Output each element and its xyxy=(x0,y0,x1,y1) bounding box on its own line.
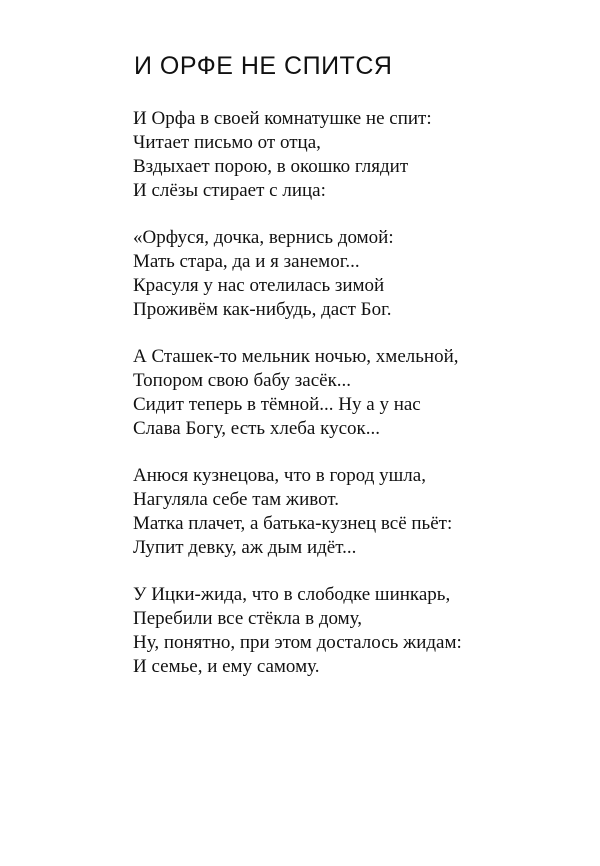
poem-line: Топором свою бабу засёк... xyxy=(133,370,352,391)
poem-line: Красуля у нас отелилась зимой xyxy=(133,275,385,296)
poem-line: «Орфуся, дочка, вернись домой: xyxy=(133,227,394,248)
poem-line: И Орфа в своей комнатушке не спит: xyxy=(133,108,432,129)
stanza-1 xyxy=(133,107,462,203)
poem-line: У Ицки-жида, что в слободке шинкарь, xyxy=(133,584,451,605)
poem-line: Нагуляла себе там живот. xyxy=(133,489,339,510)
poem-line: Сидит теперь в тёмной... Ну а у нас xyxy=(133,394,421,415)
stanza-4 xyxy=(133,464,462,560)
poem-line: А Сташек-то мельник ночью, хмельной, xyxy=(133,346,459,367)
poem-body xyxy=(133,107,462,702)
poem-line: Слава Богу, есть хлеба кусок... xyxy=(133,418,380,439)
poem-line: Анюся кузнецова, что в город ушла, xyxy=(133,465,426,486)
poem-line: Мать стара, да и я занемог... xyxy=(133,251,360,272)
poem-line: Матка плачет, а батька-кузнец всё пьёт: xyxy=(133,513,453,534)
poem-line: Вздыхает порою, в окошко глядит xyxy=(133,156,409,177)
poem-line: Лупит девку, аж дым идёт... xyxy=(133,537,357,558)
poem-title: И ОРФЕ НЕ СПИТСЯ xyxy=(134,52,393,80)
stanza-5 xyxy=(133,583,462,679)
poem-line: Читает письмо от отца, xyxy=(133,132,321,153)
poem-line: И слёзы стирает с лица: xyxy=(133,180,326,201)
poem-line: Проживём как-нибудь, даст Бог. xyxy=(133,299,392,320)
poem-line: И семье, и ему самому. xyxy=(133,656,320,677)
poem-line: Ну, понятно, при этом досталось жидам: xyxy=(133,632,462,653)
stanza-2 xyxy=(133,226,462,322)
poem-line: Перебили все стёкла в дому, xyxy=(133,608,362,629)
stanza-3 xyxy=(133,345,462,441)
